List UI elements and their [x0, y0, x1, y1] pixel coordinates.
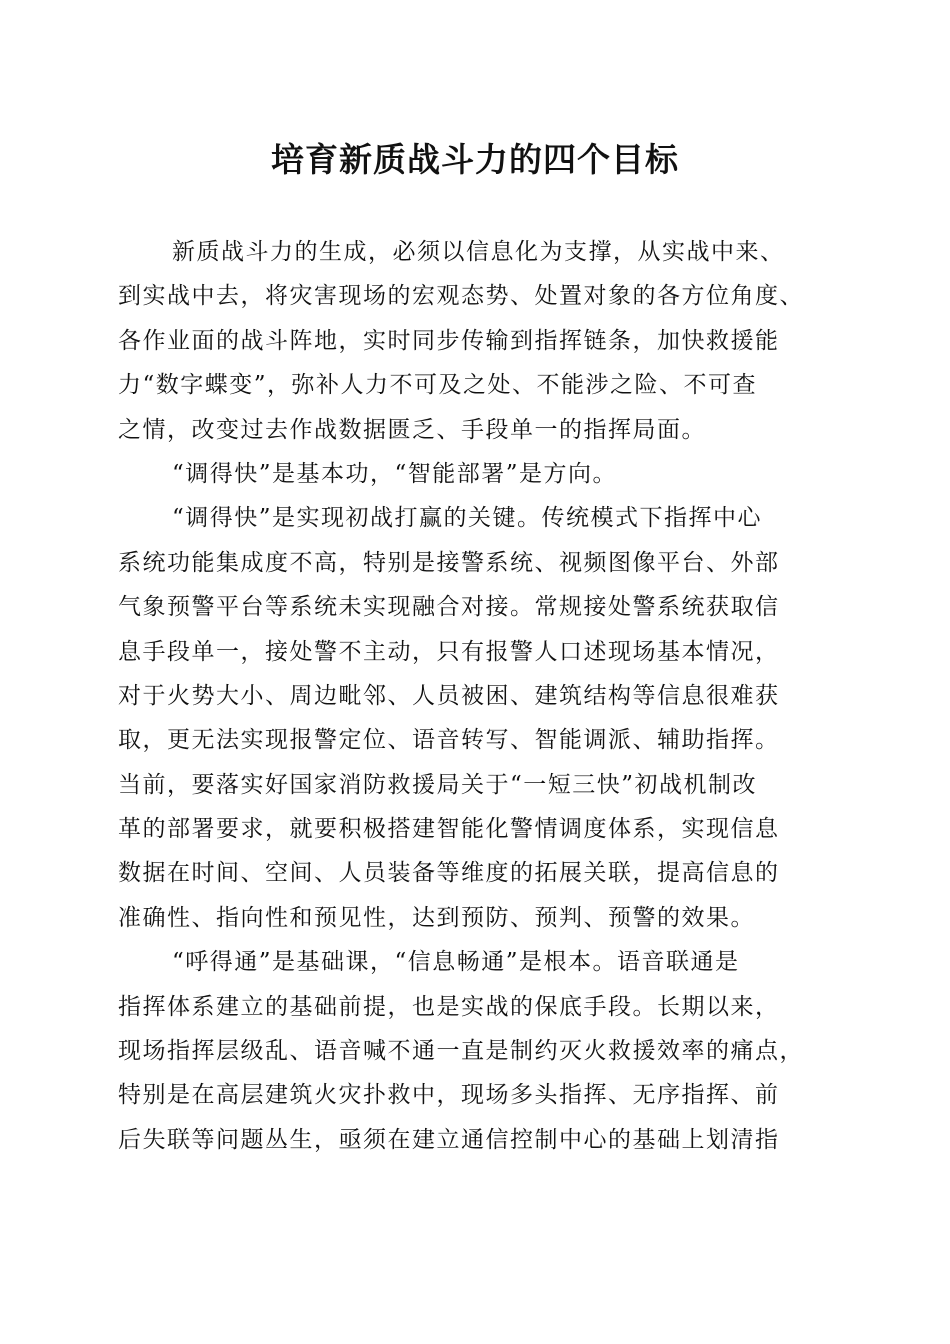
text-line: 息手段单一，接处警不主动，只有报警人口述现场基本情况，: [118, 638, 780, 665]
text-line: “调得快”是基本功，“智能部署”是方向。: [172, 460, 618, 487]
text-line: 系统功能集成度不高，特别是接警系统、视频图像平台、外部: [118, 549, 780, 576]
text-line: 数据在时间、空间、人员装备等维度的拓展关联，提高信息的: [118, 860, 780, 887]
text-line: 取，更无法实现报警定位、语音转写、智能调派、辅助指挥。: [118, 727, 780, 754]
text-line: “调得快”是实现初战打赢的关键。传统模式下指挥中心: [172, 505, 763, 532]
text-line: 当前，要落实好国家消防救援局关于“一短三快”初战机制改: [118, 771, 758, 798]
text-line: 特别是在高层建筑火灾扑救中，现场多头指挥、无序指挥、前: [118, 1082, 780, 1109]
text-line: 力“数字蝶变”，弥补人力不可及之处、不能涉之险、不可查: [118, 372, 758, 399]
text-line: 准确性、指向性和预见性，达到预防、预判、预警的效果。: [118, 904, 755, 931]
text-line: 之情，改变过去作战数据匮乏、手段单一的指挥局面。: [118, 416, 706, 443]
text-line: “呼得通”是基础课，“信息畅通”是根本。语音联通是: [172, 949, 740, 976]
text-line: 后失联等问题丛生，亟须在建立通信控制中心的基础上划清指: [118, 1126, 780, 1153]
text-line: 对于火势大小、周边毗邻、人员被困、建筑结构等信息很难获: [118, 682, 780, 709]
document-title: 培育新质战斗力的四个目标: [271, 140, 679, 179]
text-line: 新质战斗力的生成，必须以信息化为支撑，从实战中来、: [172, 239, 785, 265]
text-line: 各作业面的战斗阵地，实时同步传输到指挥链条，加快救援能: [118, 327, 780, 354]
text-line: 指挥体系建立的基础前提，也是实战的保底手段。长期以来，: [118, 993, 780, 1020]
document-body: [118, 230, 836, 1162]
text-line: 现场指挥层级乱、语音喊不通一直是制约灭火救援效率的痛点，: [118, 1038, 804, 1065]
text-line: 气象预警平台等系统未实现融合对接。常规接处警系统获取信: [118, 594, 780, 621]
text-line: 到实战中去，将灾害现场的宏观态势、处置对象的各方位角度、: [118, 283, 804, 310]
text-line: 革的部署要求，就要积极搭建智能化警情调度体系，实现信息: [118, 816, 780, 843]
